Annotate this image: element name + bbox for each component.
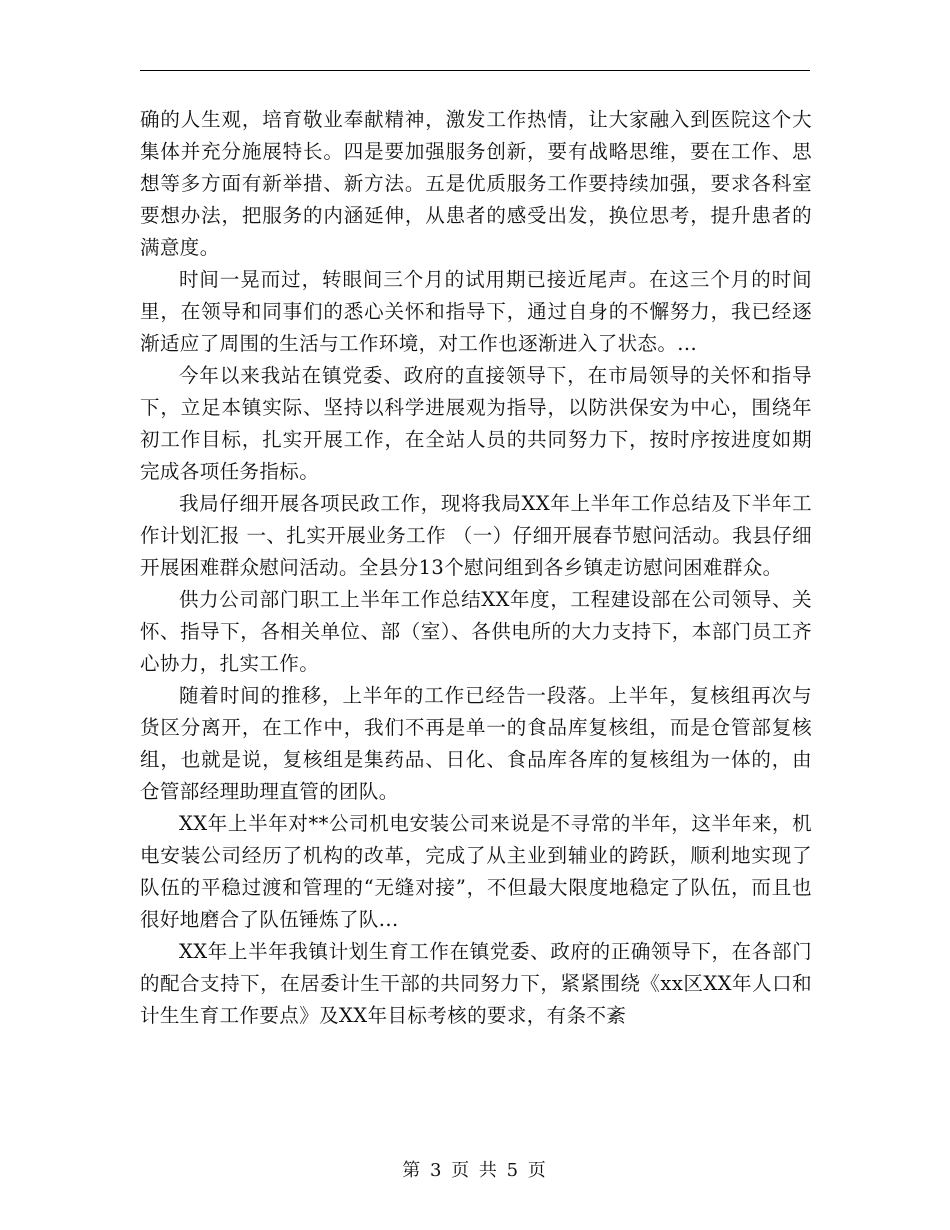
paragraph-5: 供力公司部门职工上半年工作总结XX年度，工程建设部在公司领导、关怀、指导下，各相关单位、部（室）、各供电所的大力支持下，本部门员工齐心协力，扎实工作。 (140, 588, 812, 675)
paragraph-6: 随着时间的推移，上半年的工作已经告一段落。上半年，复核组再次与货区分离开，在工作中，我们不再是单一的食品库复核组，而是仓管部复核组，也就是说，复核组是集药品、日化、食品库各库的复核组为一体的，由仓管部经理助理直管的团队。 (140, 684, 812, 803)
document-body (140, 104, 812, 1032)
paragraph-2: 时间一晃而过，转眼间三个月的试用期已接近尾声。在这三个月的时间里，在领导和同事们的悉心关怀和指导下，通过自身的不懈努力，我已经逐渐适应了周围的生活与工作环境，对工作也逐渐进入了状态。... (140, 268, 812, 355)
paragraph-7: XX年上半年对**公司机电安装公司来说是不寻常的半年，这半年来，机电安装公司经历了机构的改革，完成了从主业到辅业的跨跃，顺利地实现了队伍的平稳过渡和管理的“无缝对接”，不但最大限度地稳定了队伍，而且也很好地磨合了队伍锤炼了队... (140, 812, 812, 931)
page-number-footer: 第 3 页 共 5 页 (402, 1160, 548, 1181)
paragraph-8: XX年上半年我镇计划生育工作在镇党委、政府的正确领导下，在各部门的配合支持下，在居委计生干部的共同努力下，紧紧围绕《xx区XX年人口和计生生育工作要点》及XX年目标考核的要求，有条不紊 (140, 940, 812, 1027)
paragraph-1: 确的人生观，培育敬业奉献精神，激发工作热情，让大家融入到医院这个大集体并充分施展特长。四是要加强服务创新，要有战略思维，要在工作、思想等多方面有新举措、新方法。五是优质服务工作要持续加强，要求各科室要想办法，把服务的内涵延伸，从患者的感受出发，换位思考，提升患者的满意度。 (140, 108, 812, 259)
paragraph-3: 今年以来我站在镇党委、政府的直接领导下，在市局领导的关怀和指导下，立足本镇实际、坚持以科学进展观为指导，以防洪保安为中心，围绕年初工作目标，扎实开展工作，在全站人员的共同努力下，按时序按进度如期完成各项任务指标。 (140, 364, 812, 483)
header-rule (140, 70, 810, 71)
paragraph-4: 我局仔细开展各项民政工作，现将我局XX年上半年工作总结及下半年工作计划汇报 一、扎实开展业务工作 （一）仔细开展春节慰问活动。我县仔细开展困难群众慰问活动。全县分13个慰问组到各乡镇走访慰问困难群众。 (140, 492, 812, 579)
